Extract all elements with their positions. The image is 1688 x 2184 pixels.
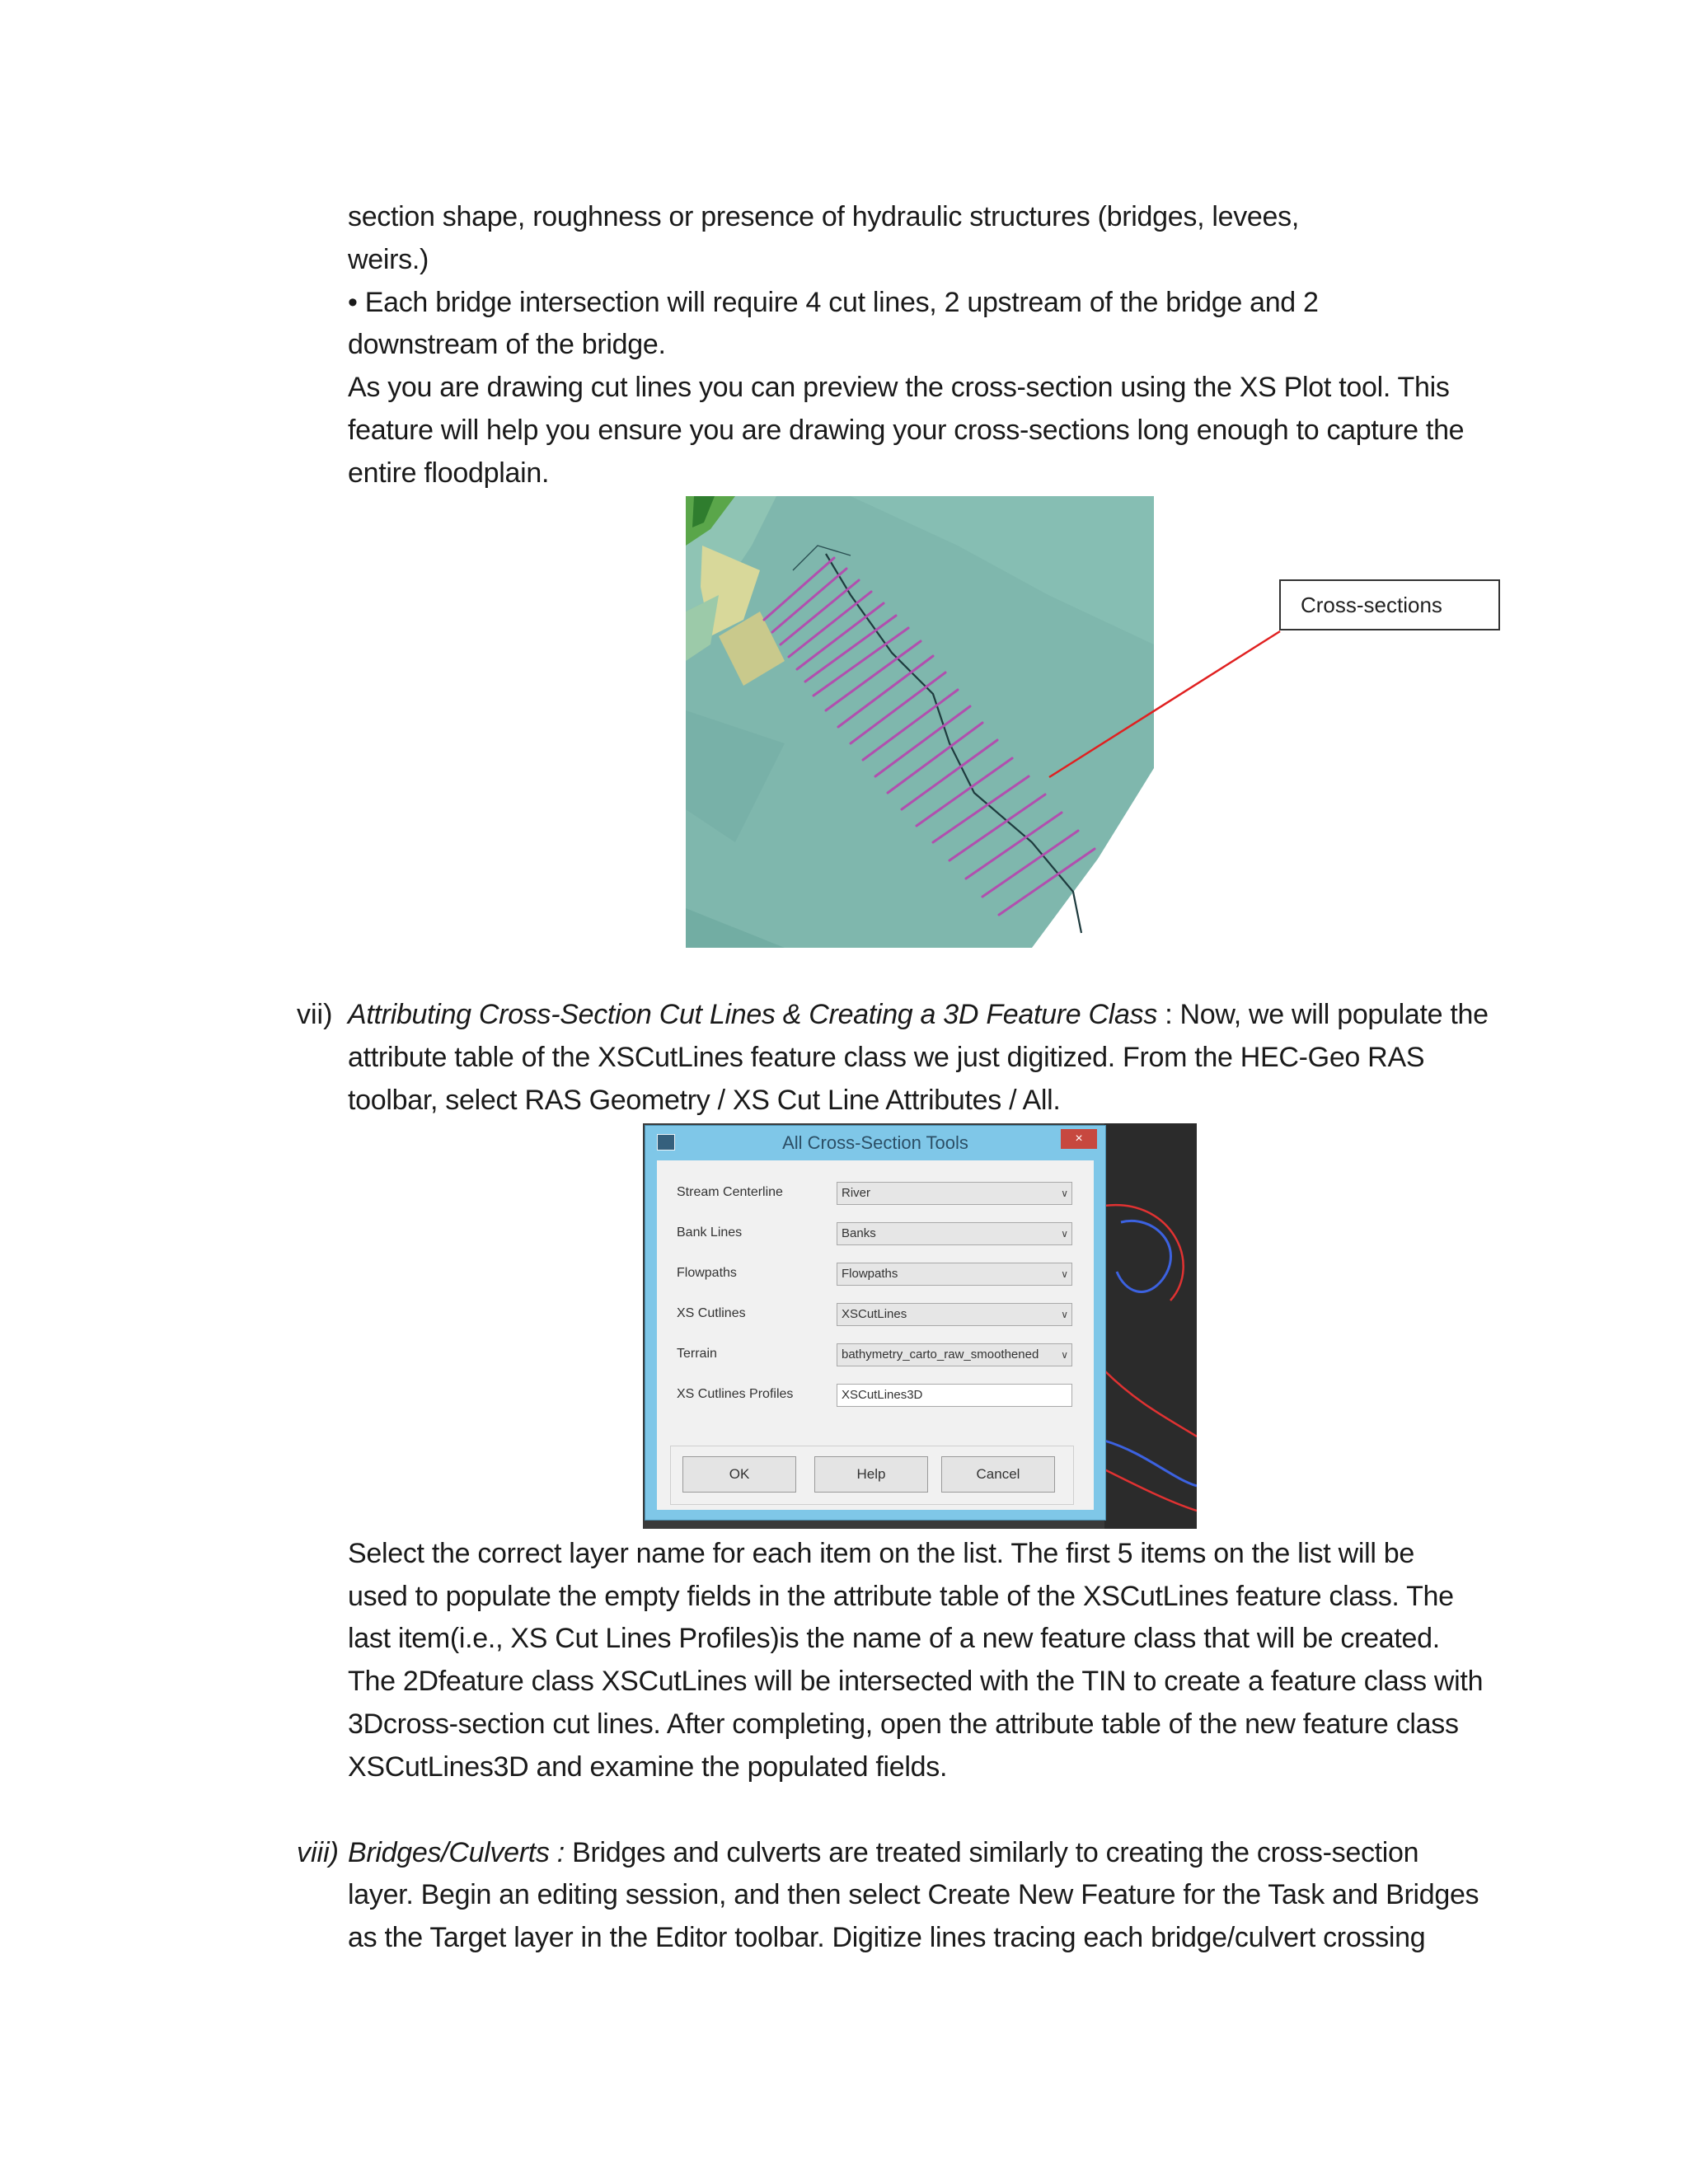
help-button[interactable]: Help xyxy=(814,1456,928,1493)
field-label-terrain: Terrain xyxy=(677,1347,717,1361)
callout-label: Cross-sections xyxy=(1279,579,1500,630)
chevron-down-icon: ∨ xyxy=(1061,1309,1068,1320)
close-button[interactable]: × xyxy=(1061,1129,1097,1149)
dialog-body xyxy=(657,1160,1094,1510)
body-text-line: as the Target layer in the Editor toolbar. Digitize lines tracing each bridge/culvert crossing xyxy=(348,1922,1426,1953)
body-text-line: last item(i.e., XS Cut Lines Profiles)is the name of a new feature class that will be created. xyxy=(348,1623,1440,1654)
flowpaths-combo[interactable] xyxy=(837,1263,1072,1286)
combo-value: River xyxy=(842,1186,871,1200)
field-label-bank-lines: Bank Lines xyxy=(677,1226,743,1240)
body-text-line: XSCutLines3D and examine the populated fields. xyxy=(348,1751,948,1783)
dialog-title: All Cross-Section Tools xyxy=(782,1132,968,1153)
body-text-line: attribute table of the XSCutLines feature class we just digitized. From the HEC-Geo RAS xyxy=(348,1042,1425,1073)
field-label-flowpaths: Flowpaths xyxy=(677,1266,737,1280)
dialog-titlebar xyxy=(645,1126,1105,1159)
body-text-line: weirs.) xyxy=(348,244,429,275)
body-text-line: section shape, roughness or presence of hydraulic structures (bridges, levees, xyxy=(348,201,1300,232)
body-text-line: The 2Dfeature class XSCutLines will be intersected with the TIN to create a feature class with xyxy=(348,1666,1484,1697)
section-number xyxy=(297,1831,339,1874)
body-text-line: layer. Begin an editing session, and then select Create New Feature for the Task and Bridges xyxy=(348,1879,1479,1910)
field-label-xs-cutlines-profiles: XS Cutlines Profiles xyxy=(677,1387,794,1401)
cancel-button[interactable]: Cancel xyxy=(941,1456,1055,1493)
body-text-line: As you are drawing cut lines you can preview the cross-section using the XS Plot tool. This xyxy=(348,372,1450,403)
xs-cutlines-profiles-input[interactable]: XSCutLines3D xyxy=(837,1384,1072,1407)
section-text: Bridges and culverts are treated similarly to creating the cross-section xyxy=(564,1837,1419,1868)
section-number: vii) xyxy=(297,999,333,1030)
combo-value: Flowpaths xyxy=(842,1267,898,1281)
combo-value: Banks xyxy=(842,1226,876,1240)
xs-cutlines-combo[interactable] xyxy=(837,1303,1072,1326)
terrain-combo[interactable] xyxy=(837,1343,1072,1366)
body-text-line: downstream of the bridge. xyxy=(348,329,666,360)
dialog-window xyxy=(645,1125,1106,1521)
section-number-text: viii) xyxy=(297,1837,339,1868)
ok-button[interactable]: OK xyxy=(682,1456,796,1493)
tin-cross-section-map xyxy=(686,496,1154,948)
stream-centerline-combo[interactable] xyxy=(837,1182,1072,1205)
body-text-line: feature will help you ensure you are drawing your cross-sections long enough to capture the xyxy=(348,415,1465,446)
body-text-line: toolbar, select RAS Geometry / XS Cut Line Attributes / All. xyxy=(348,1085,1061,1116)
body-text-line: entire floodplain. xyxy=(348,457,550,489)
section-heading-line xyxy=(348,1831,1418,1874)
combo-value: XSCutLines xyxy=(842,1307,907,1321)
chevron-down-icon: ∨ xyxy=(1061,1349,1068,1361)
dialog-screenshot xyxy=(643,1123,1197,1529)
section-title: Attributing Cross-Section Cut Lines & Creating a 3D Feature Class xyxy=(348,999,1158,1030)
bullet-item: • Each bridge intersection will require 4 cut lines, 2 upstream of the bridge and 2 xyxy=(348,287,1319,318)
section-title: Bridges/Culverts : xyxy=(348,1837,565,1868)
section-text: : Now, we will populate the xyxy=(1157,999,1489,1030)
combo-value: bathymetry_carto_raw_smoothened xyxy=(842,1347,1039,1361)
chevron-down-icon: ∨ xyxy=(1061,1268,1068,1280)
bank-lines-combo[interactable] xyxy=(837,1222,1072,1245)
chevron-down-icon: ∨ xyxy=(1061,1228,1068,1240)
field-label-xs-cutlines: XS Cutlines xyxy=(677,1306,746,1320)
button-group xyxy=(670,1446,1074,1505)
section-heading-line xyxy=(348,993,1489,1036)
body-text-line: 3Dcross-section cut lines. After completing, open the attribute table of the new feature class xyxy=(348,1708,1459,1740)
body-text-line: used to populate the empty fields in the attribute table of the XSCutLines feature class. The xyxy=(348,1581,1454,1612)
body-text-line: Select the correct layer name for each item on the list. The first 5 items on the list will be xyxy=(348,1538,1414,1569)
chevron-down-icon: ∨ xyxy=(1061,1188,1068,1199)
field-label-stream-centerline: Stream Centerline xyxy=(677,1185,783,1199)
